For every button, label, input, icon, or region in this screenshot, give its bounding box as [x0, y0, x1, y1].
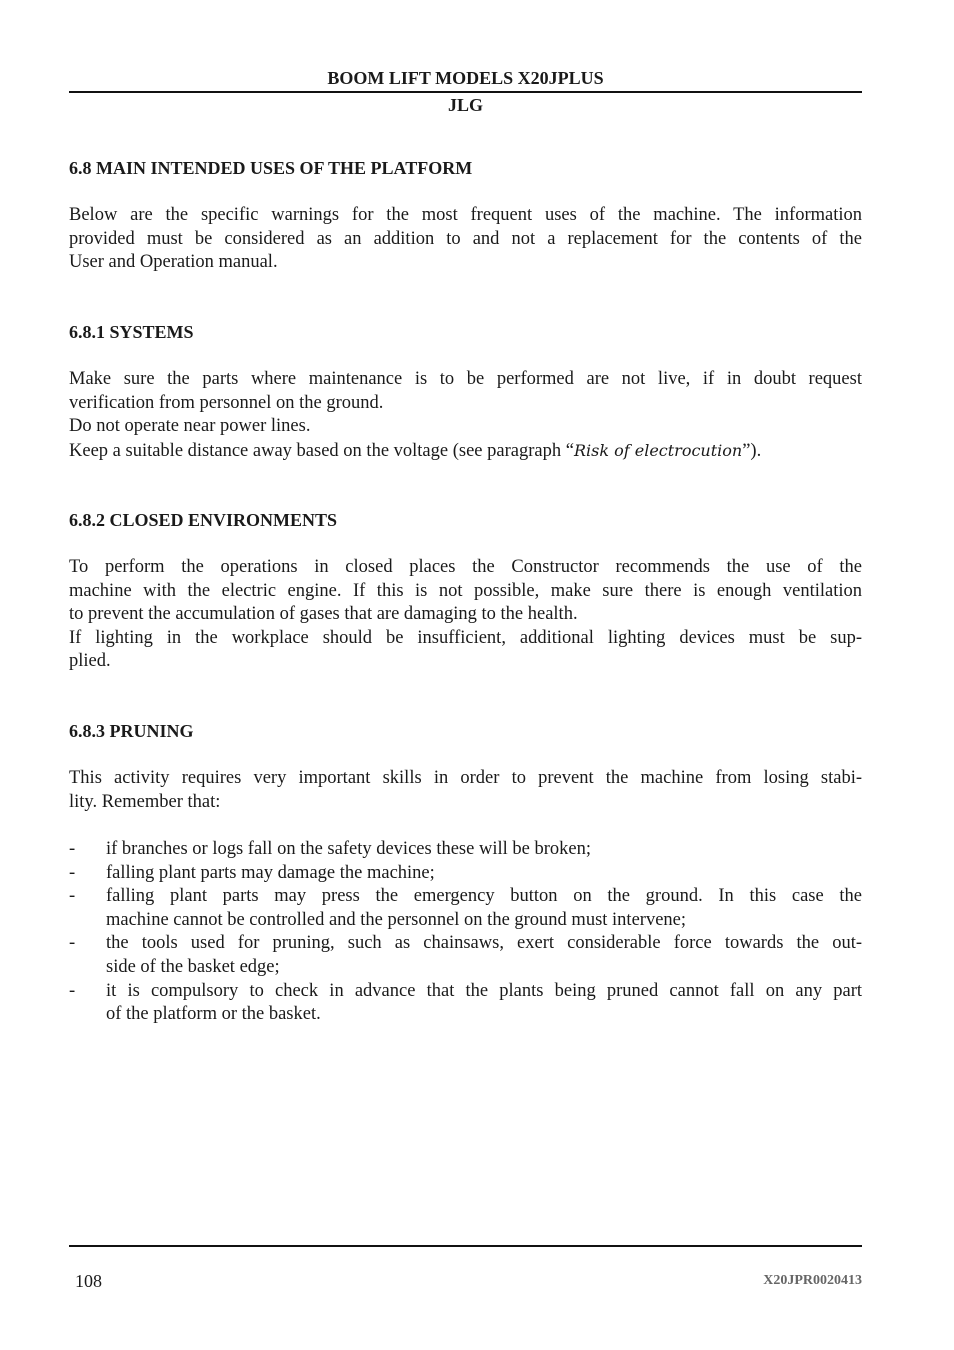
- text-line: provided must be considered as an addition to and not a replacement for the contents of the: [69, 228, 862, 249]
- list-item: [69, 838, 862, 862]
- section-6-8-1-paragraph: [69, 368, 862, 463]
- text-line: lity. Remember that:: [69, 791, 221, 812]
- list-bullet: -: [69, 886, 76, 907]
- page-number: 108: [75, 1271, 102, 1291]
- text-line: Below are the specific warnings for the most frequent uses of the machine. The information: [69, 205, 862, 225]
- text-line: the tools used for pruning, such as chainsaws, exert considerable force towards the out-: [106, 933, 862, 954]
- text-line: side of the basket edge;: [106, 956, 280, 977]
- list-bullet: -: [69, 980, 76, 1001]
- text-line: it is compulsory to check in advance that the plants being pruned cannot fall on any part: [106, 980, 862, 1001]
- text-run: Keep a suitable distance away based on the voltage (see paragraph “: [69, 440, 574, 461]
- text-run: ”).: [742, 440, 762, 461]
- list-bullet: -: [69, 839, 76, 859]
- text-line: of the platform or the basket.: [106, 1004, 321, 1025]
- list-item: [69, 932, 862, 979]
- text-line: [69, 439, 862, 464]
- text-line: User and Operation manual.: [69, 252, 278, 273]
- text-line: plied.: [69, 651, 111, 672]
- section-6-8-3-paragraph: [69, 767, 862, 814]
- text-line: to prevent the accumulation of gases that are damaging to the health.: [69, 604, 578, 625]
- text-line: machine with the electric engine. If this is not possible, make sure there is enough ventilation: [69, 580, 862, 601]
- section-6-8-paragraph: [69, 204, 862, 275]
- header-divider: [69, 91, 862, 93]
- header-brand: JLG: [447, 95, 483, 115]
- footer-divider: [69, 1245, 862, 1247]
- text-line: machine cannot be controlled and the personnel on the ground must intervene;: [106, 909, 687, 930]
- text-line: verification from personnel on the ground.: [69, 392, 384, 413]
- list-item: [69, 862, 862, 886]
- pruning-warnings-list: [69, 838, 862, 1027]
- section-heading-6-8-2: 6.8.2 CLOSED ENVIRONMENTS: [69, 510, 338, 530]
- section-6-8-2-paragraph: [69, 556, 862, 674]
- text-line: if branches or logs fall on the safety devices these will be broken;: [106, 839, 591, 859]
- text-line: If lighting in the workplace should be insufficient, additional lighting devices must be sup-: [69, 627, 862, 648]
- list-bullet: -: [69, 862, 76, 883]
- list-item: [69, 885, 862, 932]
- text-line: To perform the operations in closed places the Constructor recommends the use of the: [69, 557, 862, 577]
- list-item: [69, 980, 862, 1027]
- text-line: falling plant parts may damage the machine;: [106, 862, 435, 883]
- document-code: X20JPR0020413: [763, 1273, 862, 1288]
- text-line: Make sure the parts where maintenance is to be performed are not live, if in doubt request: [69, 369, 862, 389]
- cross-reference-risk-of-electrocution: Risk of electrocution: [573, 440, 743, 460]
- section-heading-6-8-1: 6.8.1 SYSTEMS: [69, 322, 194, 342]
- text-line: This activity requires very important skills in order to prevent the machine from losing stabi-: [69, 768, 862, 788]
- section-heading-6-8: 6.8 MAIN INTENDED USES OF THE PLATFORM: [69, 158, 473, 178]
- section-heading-6-8-3: 6.8.3 PRUNING: [69, 721, 194, 741]
- document-page: [69, 0, 862, 1350]
- text-line: Do not operate near power lines.: [69, 416, 311, 437]
- text-line: falling plant parts may press the emergency button on the ground. In this case the: [106, 886, 862, 907]
- header-title: BOOM LIFT MODELS X20JPLUS: [327, 68, 604, 88]
- list-bullet: -: [69, 933, 76, 954]
